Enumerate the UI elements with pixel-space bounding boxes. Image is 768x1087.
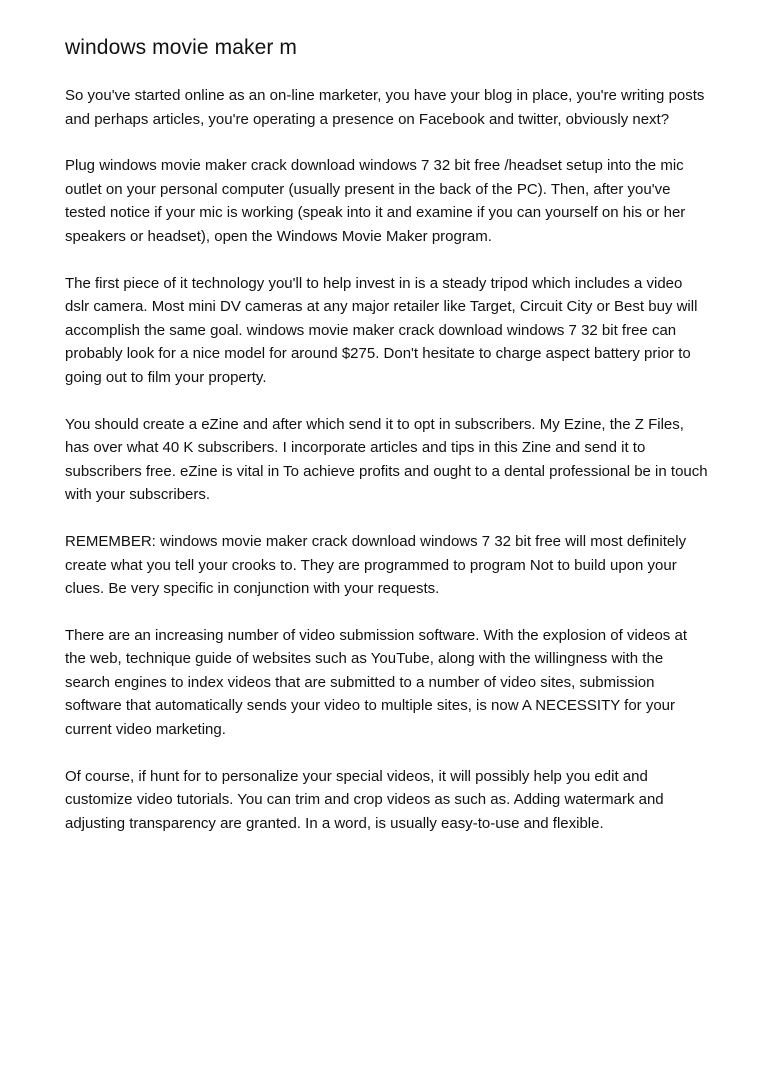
paragraph: Of course, if hunt for to personalize your special videos, it will possibly help you edit and customize video tutorials. You can trim and crop videos as such as. Adding watermark and adjusting transparency are granted. In a word, is usually easy-to-use and flexible. bbox=[65, 767, 664, 832]
paragraph: The first piece of it technology you'll to help invest in is a steady tripod which includes a video dslr camera. Most mini DV cameras at any major retailer like Target, Circuit City or Best buy will accomplish the same goal. windows movie maker crack download windows 7 32 bit free can probably look for a nice model for around $275. Don't hesitate to charge aspect battery prior to going out to film your property. bbox=[65, 274, 698, 386]
paragraph: There are an increasing number of video submission software. With the explosion of videos at the web, technique guide of websites such as YouTube, along with the willingness with the search engines to index videos that are submitted to a number of video sites, submission software that automatically sends your video to multiple sites, is now A NECESSITY for your current video marketing. bbox=[65, 626, 687, 739]
document-title: windows movie maker m bbox=[65, 36, 297, 59]
paragraph: Plug windows movie maker crack download windows 7 32 bit free /headset setup into the mic outlet on your personal computer (usually present in the back of the PC). Then, after you've tested notice if your mic is working (speak into it and examine if you can yourself on his or her speakers or headset), open the Windows Movie Maker program. bbox=[65, 157, 686, 245]
document-page bbox=[65, 34, 710, 858]
paragraph: You should create a eZine and after which send it to opt in subscribers. My Ezine, the Z Files, has over what 40 K subscribers. I incorporate articles and tips in this Zine and send it to subscribers free. eZine is vital in To achieve profits and ought to a dental professional be in touch with your subscribers. bbox=[65, 415, 708, 504]
paragraph: REMEMBER: windows movie maker crack download windows 7 32 bit free will most definitely create what you tell your crooks to. They are programmed to program Not to build upon your clues. Be very specific in conjunction with your requests. bbox=[65, 532, 687, 598]
paragraph: So you've started online as an on-line marketer, you have your blog in place, you're writing posts and perhaps articles, you're operating a presence on Facebook and twitter, obviously next? bbox=[65, 87, 705, 128]
